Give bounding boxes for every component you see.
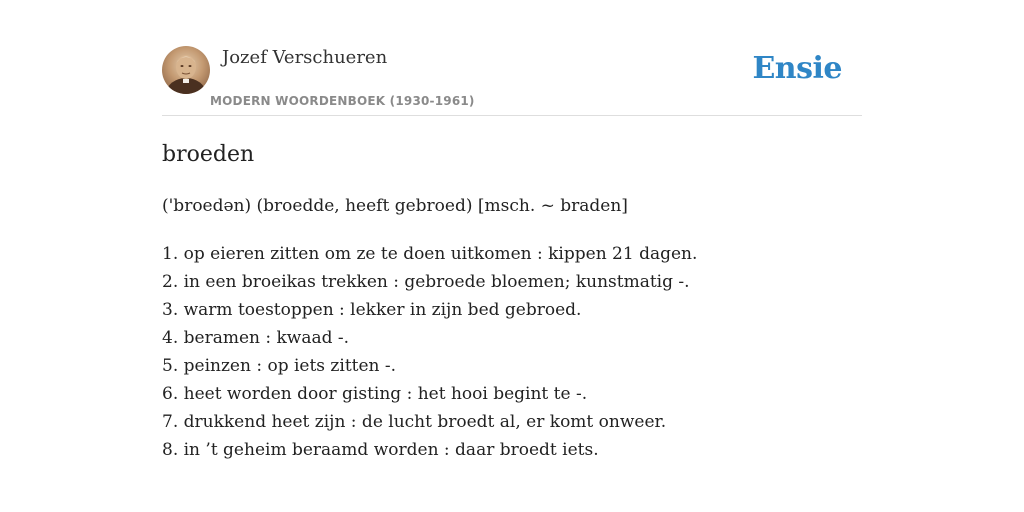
definition-item: 3. warm toestoppen : lekker in zijn bed gebroed. [162, 300, 582, 320]
definition-item: 7. drukkend heet zijn : de lucht broedt al, er komt onweer. [162, 412, 667, 432]
headword: broeden [162, 142, 255, 167]
definition-item: 8. in ’t geheim beraamd worden : daar broedt iets. [162, 440, 599, 460]
ensie-logo[interactable]: Ensie [752, 51, 842, 86]
definition-item: 2. in een broeikas trekken : gebroede bloemen; kunstmatig -. [162, 272, 690, 292]
entry-header [162, 46, 862, 116]
dictionary-source[interactable]: MODERN WOORDENBOEK (1930-1961) [210, 94, 475, 108]
definition-item: 5. peinzen : op iets zitten -. [162, 356, 397, 376]
definition-item: 4. beramen : kwaad -. [162, 328, 350, 348]
author-name[interactable]: Jozef Verschueren [222, 47, 388, 68]
definition-list [162, 240, 697, 464]
definition-item: 6. heet worden door gisting : het hooi begint te -. [162, 384, 588, 404]
definition-item: 1. op eieren zitten om ze te doen uitkomen : kippen 21 dagen. [162, 244, 698, 264]
grammar-info: ('broedən) (broedde, heeft gebroed) [msch. ~ braden] [162, 196, 628, 216]
author-portrait-icon[interactable] [162, 46, 210, 94]
